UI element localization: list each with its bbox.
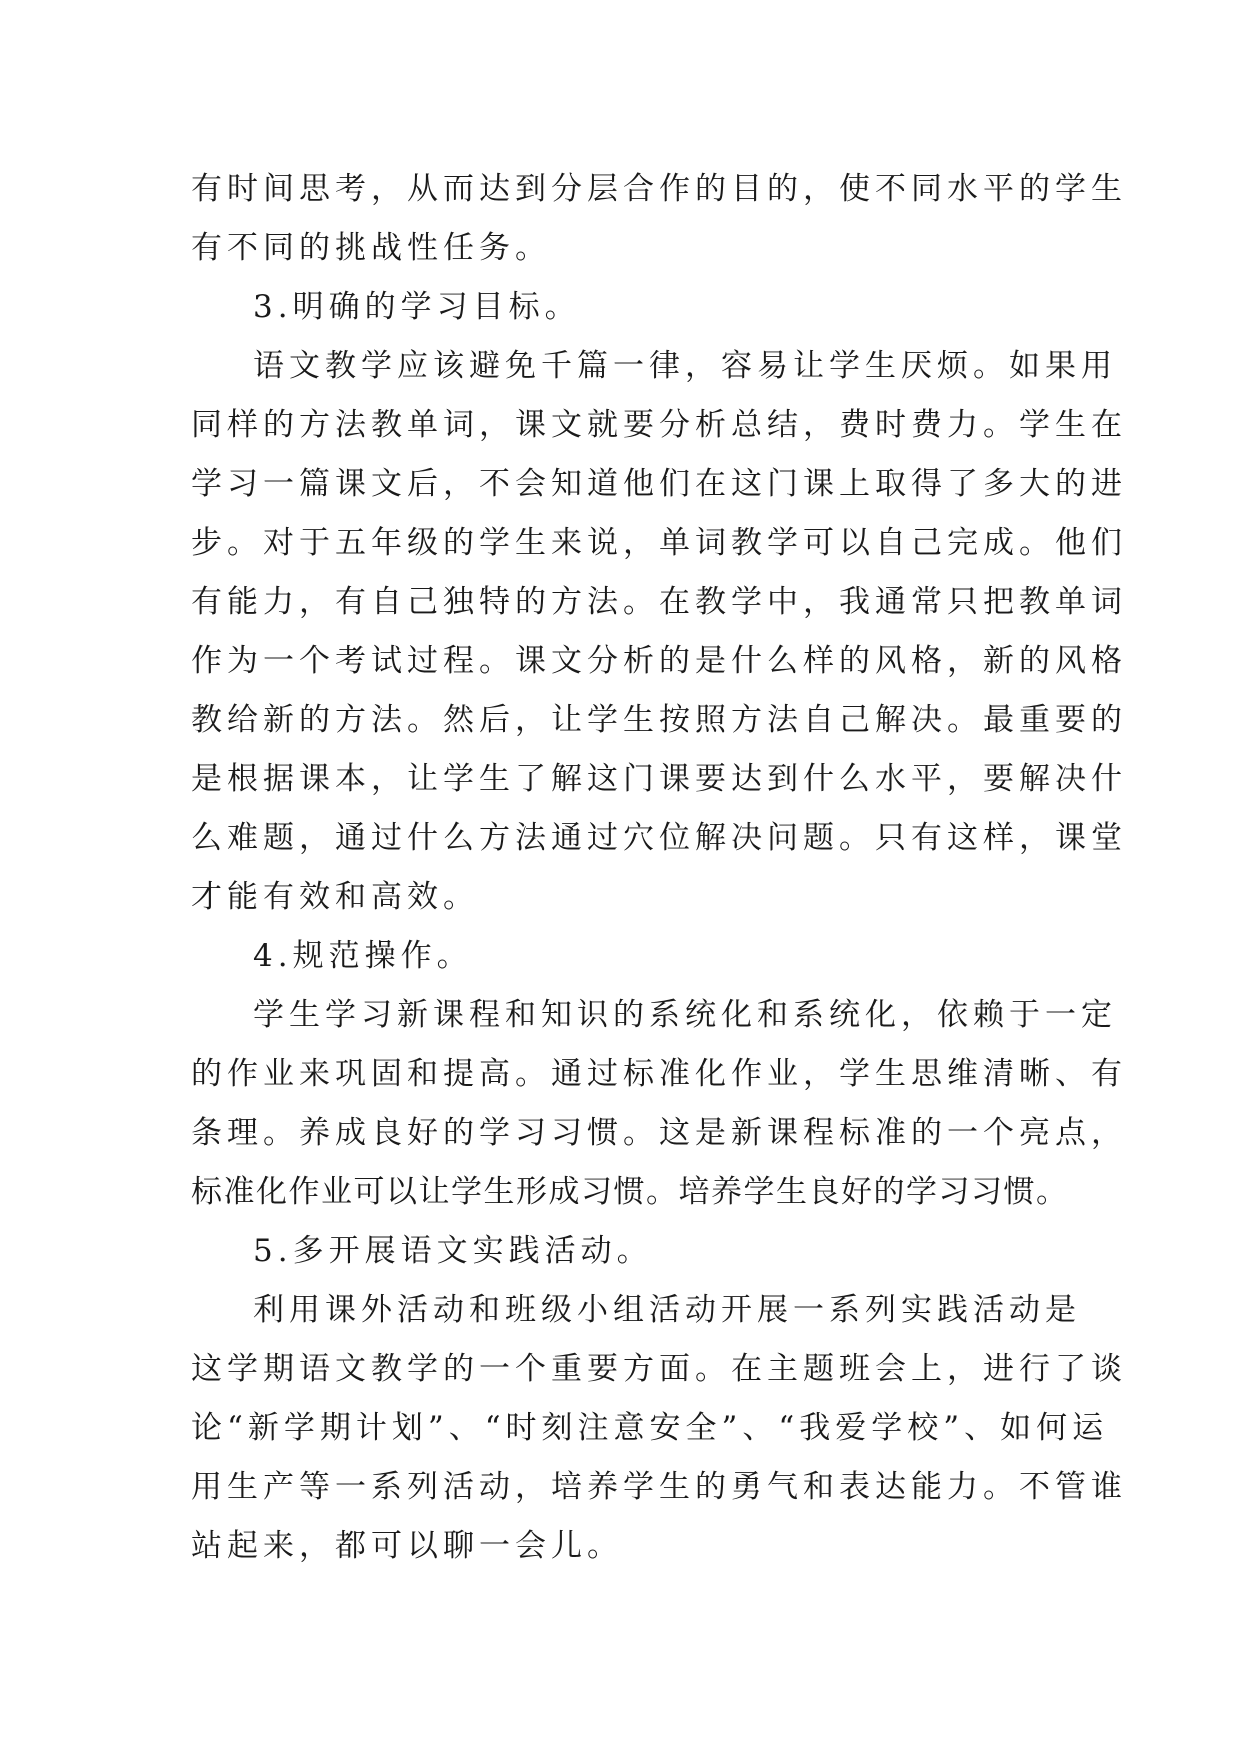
- text-line: 作为一个考试过程。课文分析的是什么样的风格，新的风格: [191, 643, 1127, 679]
- text-line: 站起来，都可以聊一会儿。: [191, 1528, 623, 1564]
- text-line: 是根据课本，让学生了解这门课要达到什么水平，要解决什: [191, 761, 1127, 797]
- body-text: [191, 160, 1127, 1576]
- text-line: 教给新的方法。然后，让学生按照方法自己解决。最重要的: [191, 702, 1127, 738]
- text-line: 么难题，通过什么方法通过穴位解决问题。只有这样，课堂: [191, 820, 1127, 856]
- section-heading: 5.多开展语文实践活动。: [253, 1233, 653, 1269]
- section-heading: 4.规范操作。: [253, 938, 473, 974]
- text-line: 有时间思考，从而达到分层合作的目的，使不同水平的学生: [191, 171, 1127, 207]
- text-line: 有能力，有自己独特的方法。在教学中，我通常只把教单词: [191, 584, 1127, 620]
- text-line: 步。对于五年级的学生来说，单词教学可以自己完成。他们: [191, 525, 1127, 561]
- paragraph-first-line: 学生学习新课程和知识的系统化和系统化，依赖于一定: [253, 997, 1117, 1033]
- text-line: 这学期语文教学的一个重要方面。在主题班会上，进行了谈: [191, 1351, 1127, 1387]
- paragraph-first-line: 利用课外活动和班级小组活动开展一系列实践活动是: [253, 1292, 1081, 1328]
- text-line: 学习一篇课文后，不会知道他们在这门课上取得了多大的进: [191, 466, 1127, 502]
- text-line: 条理。养成良好的学习习惯。这是新课程标准的一个亮点，: [191, 1115, 1127, 1151]
- text-line: 论“新学期计划”、“时刻注意安全”、“我爱学校”、如何运: [191, 1410, 1109, 1446]
- paragraph-first-line: 语文教学应该避免千篇一律，容易让学生厌烦。如果用: [253, 348, 1117, 384]
- text-line: 用生产等一系列活动，培养学生的勇气和表达能力。不管谁: [191, 1469, 1127, 1505]
- section-heading: 3.明确的学习目标。: [253, 289, 581, 325]
- text-line: 的作业来巩固和提高。通过标准化作业，学生思维清晰、有: [191, 1056, 1127, 1092]
- text-line: 标准化作业可以让学生形成习惯。培养学生良好的学习习惯。: [191, 1174, 1069, 1210]
- text-line: 才能有效和高效。: [191, 879, 479, 915]
- text-line: 同样的方法教单词，课文就要分析总结，费时费力。学生在: [191, 407, 1127, 443]
- text-line: 有不同的挑战性任务。: [191, 230, 551, 266]
